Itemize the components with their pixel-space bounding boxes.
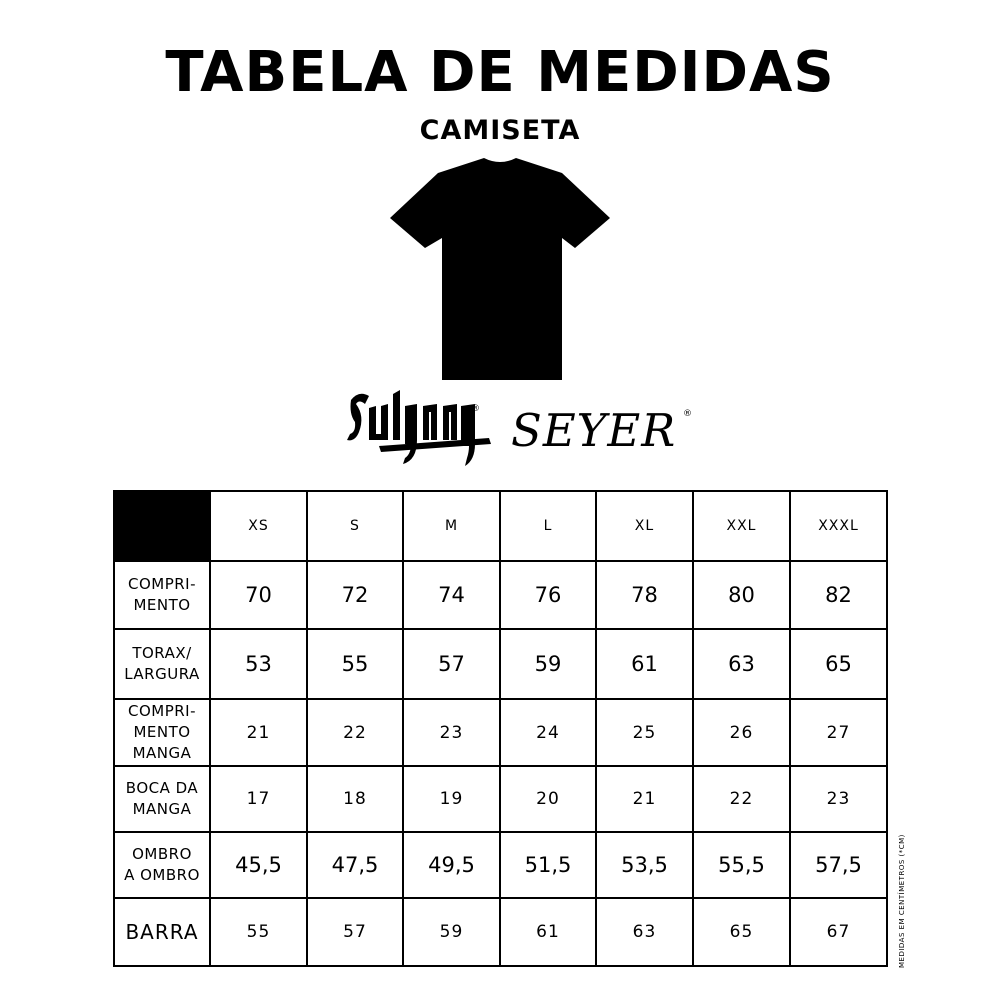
table-cell: 53: [210, 629, 307, 699]
table-cell: 59: [500, 629, 596, 699]
table-cell: 57,5: [790, 832, 887, 898]
sulgang-logo: [345, 388, 497, 473]
table-cell: 27: [790, 699, 887, 766]
table-row: [114, 629, 887, 699]
table-cell: 65: [790, 629, 887, 699]
row-label: BARRA: [114, 898, 210, 966]
table-cell: 22: [693, 766, 790, 832]
table-cell: 21: [596, 766, 693, 832]
table-cell: 63: [693, 629, 790, 699]
table-row: [114, 832, 887, 898]
table-row: [114, 766, 887, 832]
table-cell: 51,5: [500, 832, 596, 898]
table-cell: 78: [596, 561, 693, 629]
page-title: TABELA DE MEDIDAS: [165, 40, 835, 105]
table-cell: 45,5: [210, 832, 307, 898]
size-header: XXL: [693, 491, 790, 561]
size-header: M: [403, 491, 500, 561]
table-cell: 18: [307, 766, 403, 832]
registered-mark: ®: [471, 404, 480, 414]
table-cell: 53,5: [596, 832, 693, 898]
table-cell: 25: [596, 699, 693, 766]
table-cell: 17: [210, 766, 307, 832]
table-cell: 47,5: [307, 832, 403, 898]
table-cell: 20: [500, 766, 596, 832]
table-cell: 49,5: [403, 832, 500, 898]
corner-cell: [114, 491, 210, 561]
table-cell: 67: [790, 898, 887, 966]
size-header: XXXL: [790, 491, 887, 561]
row-label: COMPRI- MENTO: [114, 561, 210, 629]
table-cell: 82: [790, 561, 887, 629]
size-table: [113, 490, 888, 967]
table-cell: 76: [500, 561, 596, 629]
table-cell: 61: [500, 898, 596, 966]
seyer-logo: SEYER: [511, 404, 677, 457]
row-label: COMPRI- MENTO MANGA: [114, 699, 210, 766]
t-shirt-icon: [380, 150, 620, 382]
table-cell: 21: [210, 699, 307, 766]
table-cell: 26: [693, 699, 790, 766]
table-cell: 74: [403, 561, 500, 629]
table-cell: 61: [596, 629, 693, 699]
table-cell: 24: [500, 699, 596, 766]
size-header: XS: [210, 491, 307, 561]
size-header: S: [307, 491, 403, 561]
row-label: OMBRO A OMBRO: [114, 832, 210, 898]
table-cell: 55: [307, 629, 403, 699]
table-cell: 57: [307, 898, 403, 966]
table-cell: 80: [693, 561, 790, 629]
table-cell: 63: [596, 898, 693, 966]
table-cell: 19: [403, 766, 500, 832]
units-note: MEDIDAS EM CENTÍMETROS (*CM): [898, 834, 906, 968]
row-label: TORAX/ LARGURA: [114, 629, 210, 699]
row-label: BOCA DA MANGA: [114, 766, 210, 832]
table-cell: 65: [693, 898, 790, 966]
table-cell: 70: [210, 561, 307, 629]
table-cell: 72: [307, 561, 403, 629]
registered-mark: ®: [683, 409, 692, 419]
table-row: [114, 699, 887, 766]
size-header: XL: [596, 491, 693, 561]
table-cell: 59: [403, 898, 500, 966]
table-cell: 57: [403, 629, 500, 699]
table-cell: 55: [210, 898, 307, 966]
table-header-row: [114, 491, 887, 561]
size-header: L: [500, 491, 596, 561]
table-row: [114, 561, 887, 629]
table-row: [114, 898, 887, 966]
table-cell: 23: [403, 699, 500, 766]
page-subtitle: CAMISETA: [419, 115, 581, 146]
table-cell: 55,5: [693, 832, 790, 898]
table-cell: 22: [307, 699, 403, 766]
table-cell: 23: [790, 766, 887, 832]
